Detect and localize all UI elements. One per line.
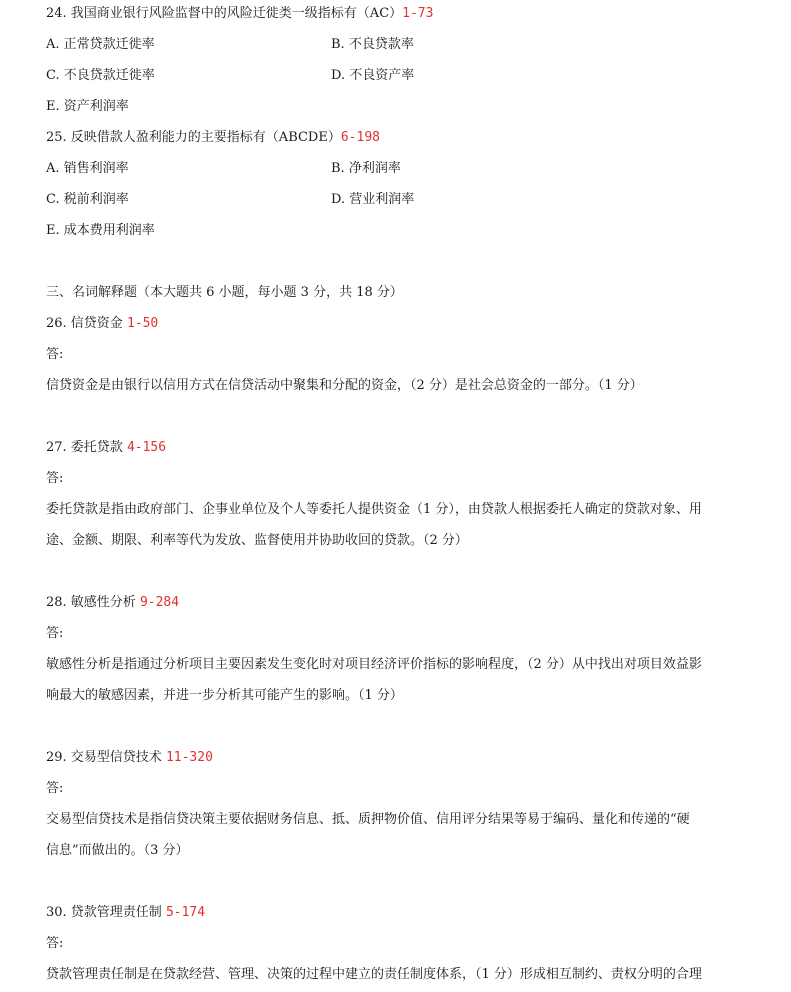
question-26-stem: 26. 信贷资金 [46, 316, 123, 331]
question-28-answer-line-1: 敏感性分析是指通过分析项目主要因素发生变化时对项目经济评价指标的影响程度，（2 分）从中找出对项目效益影 [46, 657, 702, 672]
question-27-answer-line-2: 途、金额、期限、利率等代为发放、监督使用并协助收回的贷款。（2 分） [46, 533, 468, 548]
question-25 [46, 129, 380, 147]
answer-label: 答: [46, 936, 64, 951]
question-30-ref: 5-174 [165, 905, 206, 920]
question-26-answer: 信贷资金是由银行以信用方式在信贷活动中聚集和分配的资金，（2 分）是社会总资金的一部分。（1 分） [46, 378, 643, 393]
question-24-stem: 24. 我国商业银行风险监督中的风险迁徙类一级指标有（AC） [46, 6, 403, 21]
q25-option-c: C. 税前利润率 [46, 192, 129, 207]
question-28-stem: 28. 敏感性分析 [46, 595, 136, 610]
question-27-stem: 27. 委托贷款 [46, 440, 123, 455]
q25-option-d: D. 营业利润率 [331, 192, 415, 207]
question-29-answer-line-2: 信息”而做出的。（3 分） [46, 843, 189, 858]
q25-option-b: B. 净利润率 [331, 161, 401, 176]
question-25-stem: 25. 反映借款人盈利能力的主要指标有（ABCDE） [46, 130, 341, 145]
question-24-ref: 1-73 [402, 6, 434, 21]
answer-label: 答: [46, 626, 64, 641]
answer-label: 答: [46, 347, 64, 362]
question-27-answer-line-1: 委托贷款是指由政府部门、企事业单位及个人等委托人提供资金（1 分），由贷款人根据委托人确定的贷款对象、用 [46, 502, 702, 517]
q24-option-c: C. 不良贷款迁徙率 [46, 68, 155, 83]
question-28-ref: 9-284 [139, 595, 180, 610]
question-28 [46, 594, 179, 612]
question-25-ref: 6-198 [340, 130, 380, 145]
q25-option-a: A. 销售利润率 [46, 161, 129, 176]
section-3-title: 三、名词解释题（本大题共 6 小题，每小题 3 分，共 18 分） [46, 285, 403, 300]
answer-label: 答: [46, 781, 64, 796]
question-27 [46, 439, 166, 457]
question-29-ref: 11-320 [165, 750, 213, 765]
question-29-answer-line-1: 交易型信贷技术是指信贷决策主要依据财务信息、抵、质押物价值、信用评分结果等易于编码、量化和传递的“硬 [46, 812, 690, 827]
question-27-ref: 4-156 [126, 440, 167, 455]
q25-option-e: E. 成本费用利润率 [46, 223, 155, 238]
question-26-ref: 1-50 [126, 316, 159, 331]
question-30-answer-line-1: 贷款管理责任制是在贷款经营、管理、决策的过程中建立的责任制度体系，（1 分）形成相互制约、责权分明的合理 [46, 967, 702, 982]
question-30-stem: 30. 贷款管理责任制 [46, 905, 162, 920]
q24-option-b: B. 不良贷款率 [331, 37, 414, 52]
q24-option-e: E. 资产利润率 [46, 99, 129, 114]
q24-option-a: A. 正常贷款迁徙率 [46, 37, 155, 52]
question-29 [46, 749, 213, 767]
question-28-answer-line-2: 响最大的敏感因素，并进一步分析其可能产生的影响。（1 分） [46, 688, 403, 703]
question-29-stem: 29. 交易型信贷技术 [46, 750, 162, 765]
question-24 [46, 5, 433, 23]
question-30 [46, 904, 205, 922]
answer-label: 答: [46, 471, 64, 486]
question-26 [46, 315, 158, 333]
q24-option-d: D. 不良资产率 [331, 68, 415, 83]
